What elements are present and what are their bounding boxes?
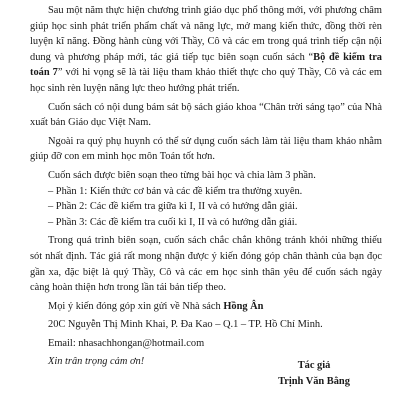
- signature-block: [254, 358, 374, 390]
- parents-paragraph: Ngoài ra quý phụ huynh có thể sử dụng cuốn sách làm tài liệu tham khảo nhằm giúp đỡ con em mình học môn Toán tốt hơn.: [30, 135, 382, 163]
- feedback-paragraph: Trong quá trình biên soạn, cuốn sách chắc chắn không tránh khỏi những thiếu sót nhất định. Tác giả rất mong nhận được ý kiến đóng góp chân thành của bạn đọc gần xa, đặc biệt là quý Thầy, Cô và các em học sinh thân yêu để cuốn sách ngày càng hoàn thiện hơn trong lần tái bản tiếp theo.: [30, 235, 382, 294]
- contact-text: Mọi ý kiến đóng góp xin gửi về Nhà sách: [48, 300, 224, 312]
- contact-line: [30, 299, 382, 315]
- thanks-line: Xin trân trọng cảm ơn!: [48, 356, 145, 368]
- email-line: Email: nhasachhongan@hotmail.com: [48, 337, 205, 349]
- intro-text-end: ” với hi vọng sẽ là tài liệu tham khảo thiết thực cho quý Thầy, Cô và các em học sinh rèn luyện năng lực theo hướng phát triển.: [30, 67, 382, 94]
- intro-paragraph: [30, 3, 382, 97]
- address-line: 20C Nguyễn Thị Minh Khai, P. Đa Kao – Q.1 – TP. Hồ Chí Minh.: [48, 319, 323, 331]
- parts-list: [30, 184, 382, 231]
- intro-text-start: Sau một năm thực hiện chương trình giáo dục phổ thông mới, với phương châm giúp học sinh phát triển phẩm chất và năng lực, mở mang kiến thức, đồng thời rèn luyện kĩ năng. Đồng hành cùng với Thầy, Cô và các em trong quá trình tiếp cận nội dung và phương pháp mới, tác giả tiếp tục biên soạn cuốn sách “: [30, 5, 382, 63]
- structure-paragraph: Cuốn sách được biên soạn theo từng bài học và chia làm 3 phần.: [48, 169, 316, 181]
- book-title: Bộ đề kiểm tra toán 7: [30, 51, 382, 79]
- part-item-1: – Phần 1: Kiến thức cơ bản và các đề kiểm tra thường xuyên.: [48, 185, 303, 197]
- part-item-3: – Phần 3: Các đề kiểm tra cuối kì I, II và có hướng dẫn giải.: [48, 216, 298, 228]
- signature-name: Trịnh Văn Bằng: [278, 376, 350, 387]
- part-item-2: – Phần 2: Các đề kiểm tra giữa kì I, II và có hướng dẫn giải.: [48, 201, 298, 213]
- publisher-name: Hồng Ân: [223, 300, 264, 312]
- signature-role: Tác giả: [297, 360, 331, 371]
- textbook-paragraph: Cuốn sách có nội dung bám sát bộ sách giáo khoa “Chân trời sáng tạo” của Nhà xuất bản Giáo dục Việt Nam.: [30, 101, 382, 129]
